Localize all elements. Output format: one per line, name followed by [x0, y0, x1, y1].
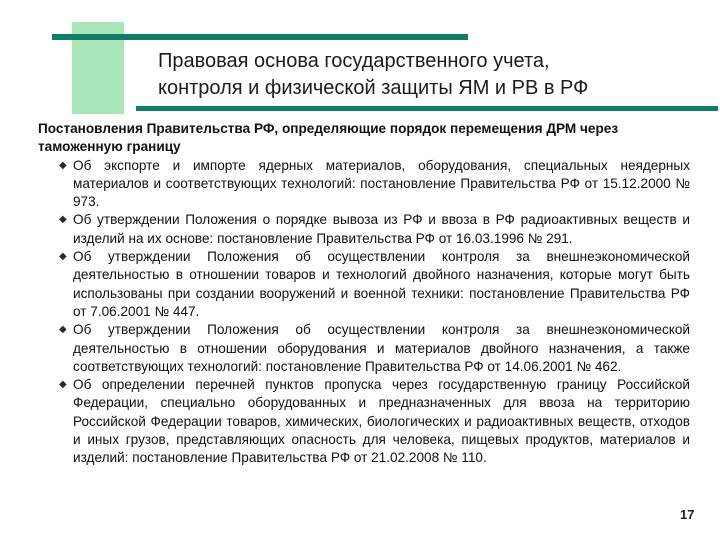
list-item-text: Об утверждении Положения о порядке вывоза из РФ и ввоза в РФ радиоактивных веществ и изделий на их основе: постановление Правительства РФ от 16.03.1996 № 291. [73, 212, 690, 246]
regulations-list [38, 157, 690, 468]
list-item-text: Об утверждении Положения об осуществлении контроля за внешнеэкономической деятельностью в отношении оборудования и материалов двойного назначения, а также соответствующих технологий: постановление Правительства РФ от 14.06.2001 № 462. [73, 322, 690, 374]
intro-text: Постановления Правительства РФ, определяющие порядок перемещения ДРМ через таможенную границу [38, 121, 619, 155]
decorative-bar-top [52, 34, 468, 40]
diamond-bullet-icon: ◆ [59, 159, 67, 171]
list-item [38, 211, 690, 248]
list-item-text: Об определении перечней пунктов пропуска через государственную границу Российской Федерации, специально оборудованных и предназначенных для ввоза на территорию Российской Федерации товаров, химических, биологических и радиоактивных веществ, отходов и иных грузов, представляющих опасность для человека, пищевых продуктов, материалов и изделий: постановление Правительства РФ от 21.02.2008 № 110. [73, 377, 690, 466]
decorative-bar-bottom [136, 106, 718, 111]
diamond-bullet-icon: ◆ [59, 324, 67, 336]
list-item [38, 157, 690, 212]
slide-title-line-2: контроля и физической защиты ЯМ и РВ в РФ [158, 77, 589, 99]
diamond-bullet-icon: ◆ [59, 379, 67, 391]
slide-content [38, 120, 690, 468]
list-item-text: Об экспорте и импорте ядерных материалов, оборудования, специальных неядерных материалов и соответствующих технологий: постановление Правительства РФ от 15.12.2000 № 973. [73, 157, 690, 210]
diamond-bullet-icon: ◆ [59, 214, 67, 226]
list-item [38, 376, 690, 467]
list-item [38, 321, 690, 376]
slide-title-line-1: Правовая основа государственного учета, [158, 50, 550, 72]
list-item [38, 248, 690, 321]
list-item-text: Об утверждении Положения об осуществлении контроля за внешнеэкономической деятельностью в отношении товаров и технологий двойного назначения, которые могут быть использованы при создании вооружений и военной техники: постановление Правительства РФ от 7.06.2001 № 447. [73, 249, 690, 319]
diamond-bullet-icon: ◆ [59, 251, 67, 263]
page-number: 17 [680, 507, 695, 522]
slide-title [158, 48, 718, 102]
